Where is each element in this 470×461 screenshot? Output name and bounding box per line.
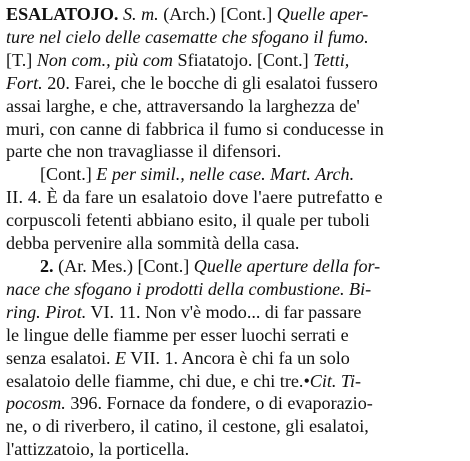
source-tag: [T.] [6, 49, 37, 70]
entry-line-15 [6, 324, 467, 347]
entry-line-16 [6, 347, 467, 370]
quotation-text: muri, con canne di fabbrica il fumo si conducesse in [6, 118, 384, 139]
citation-ref: E [115, 347, 127, 368]
definition-text: ture nel cielo delle casematte che sfogano il fumo. [6, 26, 369, 47]
entry-line-9 [6, 186, 467, 209]
sense-number: 2. [40, 255, 54, 276]
quotation-text: 20. Farei, che le bocche di gli esalatoi fussero [42, 72, 378, 93]
quotation-text: debba pervenire alla sommità della casa. [6, 233, 300, 254]
quotation-text: le lingue delle fiamme per esser luochi serrati e [6, 324, 349, 345]
citation-work: ring. Pirot. [6, 301, 87, 322]
entry-line-7 [6, 140, 467, 163]
quotation-text: assai larghe, e che, attraversando la larghezza de' [6, 95, 360, 116]
definition-text: Quelle aper- [276, 4, 369, 24]
quotation-text: ne, o di riverbero, il catino, il cestone, gli esalatoi, [6, 416, 369, 437]
entry-line-5 [6, 95, 467, 118]
entry-line-1 [6, 3, 467, 26]
definition-text: nace che sfogano i prodotti della combustione. Bi- [6, 278, 372, 299]
domain-label: (Arch.) [Cont.] [158, 4, 277, 24]
entry-line-2 [6, 26, 467, 49]
text-segment: Sfiatatojo. [Cont.] [173, 49, 314, 70]
quotation-text: l'attizzatoio, la porticella. [6, 439, 190, 460]
entry-line-10 [6, 209, 467, 232]
quotation-text: senza esalatoi. [6, 347, 116, 368]
entry-line-3 [6, 49, 467, 72]
definition-text: Quelle aperture della for- [193, 255, 381, 276]
citation-work: pocosm. [6, 393, 66, 414]
entry-line-11 [6, 232, 467, 255]
domain-label: (Ar. Mes.) [Cont.] [53, 255, 194, 276]
quotation-text: 396. Fornace da fondere, o di evaporazio- [65, 393, 373, 414]
quotation-text: esalatoio delle fiamme, chi due, e chi tre. [6, 370, 304, 391]
citation-work: •Cit. Ti- [303, 370, 362, 391]
entry-line-18 [6, 392, 467, 415]
quotation-text: II. 4. È da fare un esalatoio dove l'aere putrefatto e [6, 187, 383, 208]
entry-line-8 [6, 163, 467, 186]
quotation-text: VI. 11. Non v'è modo... di far passare [86, 301, 362, 322]
citation-author: Tetti, [313, 49, 350, 70]
usage-note: Non com., più com [36, 49, 174, 70]
entry-line-17 [6, 370, 467, 393]
source-tag: [Cont.] [40, 164, 97, 185]
quotation-text: parte che non travagliasse il difensori. [6, 141, 282, 162]
headword: ESALATOJO. [6, 4, 119, 24]
entry-line-13 [6, 278, 467, 301]
entry-line-6 [6, 118, 467, 141]
grammar-label: S. m. [122, 4, 159, 24]
sense-extension: E per simil., nelle case. Mart. Arch. [96, 164, 355, 185]
citation-work: Fort. [6, 72, 43, 93]
quotation-text: VII. 1. Ancora è chi fa un solo [126, 347, 350, 368]
quotation-text: corpuscoli fetenti abbiano esito, il quale per tuboli [6, 210, 370, 231]
entry-line-4 [6, 72, 467, 95]
entry-line-20 [6, 438, 467, 461]
entry-line-12 [6, 255, 467, 278]
entry-line-14 [6, 301, 467, 324]
